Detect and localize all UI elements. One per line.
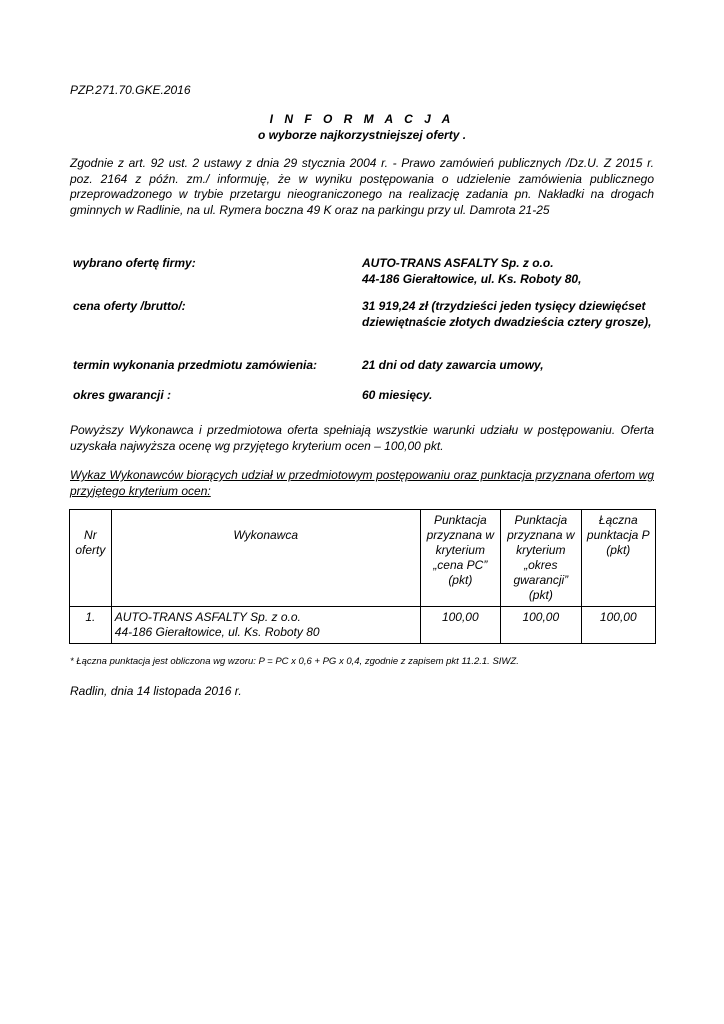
row-price-score: 100,00 xyxy=(420,607,501,644)
firm-address: 44-186 Gierałtowice, ul. Ks. Roboty 80, xyxy=(362,272,582,286)
table-row xyxy=(70,607,656,644)
list-heading: Wykaz Wykonawców biorących udział w przedmiotowym postępowaniu oraz punktacja przyznana ofertom wg przyjętego kryterium ocen: xyxy=(70,468,654,498)
header-nr: Nr oferty xyxy=(70,510,112,607)
place-date: Radlin, dnia 14 listopada 2016 r. xyxy=(70,684,242,698)
term-value: 21 dni od daty zawarcia umowy, xyxy=(362,358,544,372)
row-warranty-score: 100,00 xyxy=(501,607,582,644)
reference-number: PZP.271.70.GKE.2016 xyxy=(70,83,191,97)
term-label: termin wykonania przedmiotu zamówienia: xyxy=(73,358,318,372)
firm-name: AUTO-TRANS ASFALTY Sp. z o.o. xyxy=(362,256,554,270)
document-title: I N F O R M A C J A xyxy=(269,112,455,126)
results-table xyxy=(69,509,656,644)
row-contractor-name: AUTO-TRANS ASFALTY Sp. z o.o. xyxy=(114,610,301,624)
header-total: Łączna punktacja P (pkt) xyxy=(581,510,655,607)
price-label: cena oferty /brutto/: xyxy=(73,299,186,313)
row-total: 100,00 xyxy=(581,607,655,644)
price-value: 31 919,24 zł (trzydzieści jeden tysięcy dziewięćset dziewiętnaście złotych dwadzieścia cztery grosze), xyxy=(362,299,652,329)
footnote: * Łączna punktacja jest obliczona wg wzoru: P = PC x 0,6 + PG x 0,4, zgodnie z zapisem pkt 11.2.1. SIWZ. xyxy=(70,656,519,667)
header-price-score: Punktacja przyznana w kryterium „cena PC” (pkt) xyxy=(420,510,501,607)
intro-paragraph: Zgodnie z art. 92 ust. 2 ustawy z dnia 29 stycznia 2004 r. - Prawo zamówień publicznych /Dz.U. Z 2015 r. poz. 2164 z późn. zm./ informuję, że w wyniku postępowania o udzielenie zamówienia publicznego przeprowadzonego w trybie przetargu nieograniczonego na realizację zadania pn. Nakładki na drogach gminnych w Radlinie, na ul. Rymera boczna 49 K oraz na parkingu przy ul. Damrota 21-25 xyxy=(70,156,654,217)
summary-paragraph: Powyższy Wykonawca i przedmiotowa oferta spełniają wszystkie warunki udziału w postępowaniu. Oferta uzyskała najwyższa ocenę wg przyjętego kryterium ocen – 100,00 pkt. xyxy=(70,423,654,453)
row-nr: 1. xyxy=(70,607,112,644)
firm-label: wybrano ofertę firmy: xyxy=(73,256,196,270)
warranty-value: 60 miesięcy. xyxy=(362,388,433,402)
header-warranty-score: Punktacja przyznana w kryterium „okres gwarancji” (pkt) xyxy=(501,510,582,607)
table-header-row xyxy=(70,510,656,607)
row-contractor xyxy=(111,607,420,644)
header-contractor: Wykonawca xyxy=(111,510,420,607)
row-contractor-address: 44-186 Gierałtowice, ul. Ks. Roboty 80 xyxy=(114,625,320,639)
document-subtitle: o wyborze najkorzystniejszej oferty . xyxy=(257,128,467,142)
warranty-label: okres gwarancji : xyxy=(73,388,172,402)
firm-value xyxy=(362,255,654,287)
